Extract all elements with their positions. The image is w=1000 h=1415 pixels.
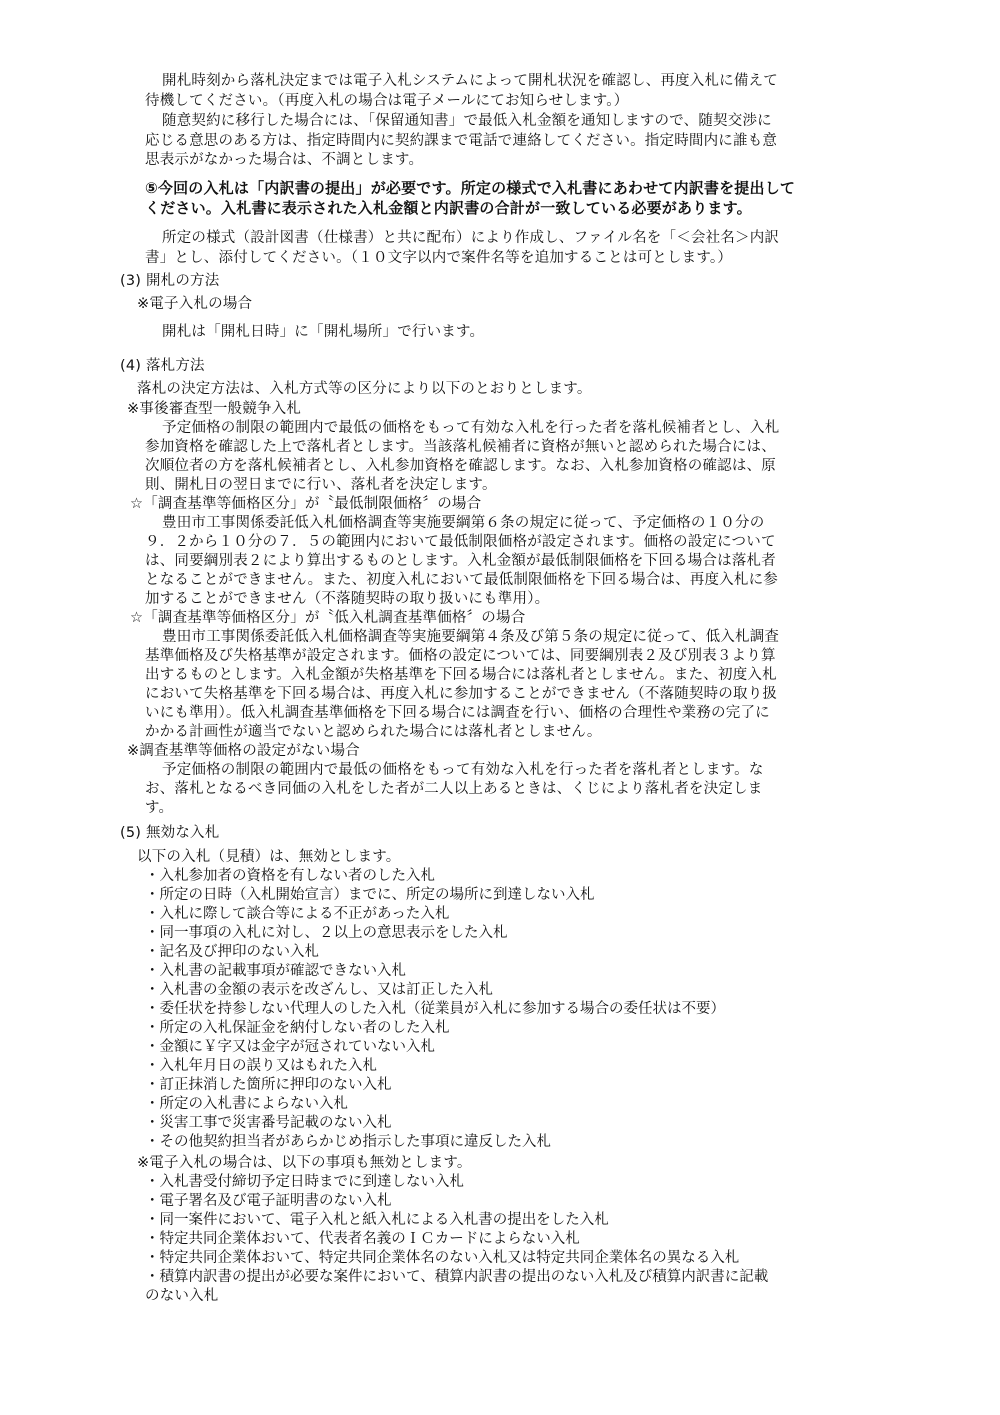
invalid-item: ・訂正抹消した箇所に押印のない入札 bbox=[145, 1077, 392, 1093]
electronic-invalid-item: ・積算内訳書の提出が必要な案件において、積算内訳書の提出のない入札及び積算内訳書に記載 bbox=[145, 1269, 769, 1285]
sec4-d-line2: お、落札となるべき同価の入札をした者が二人以上あるときは、くじにより落札者を決定しま bbox=[145, 781, 763, 797]
sec4-a-line2: 参加資格を確認した上で落札者とします。当該落札候補者に資格が無いと認められた場合には、 bbox=[145, 439, 776, 455]
invalid-item: ・その他契約担当者があらかじめ指示した事項に違反した入札 bbox=[145, 1134, 551, 1150]
invalid-item: ・入札に際して談合等による不正があった入札 bbox=[145, 906, 450, 922]
intro-p1-line2: 待機してください。（再度入札の場合は電子メールにてお知らせします。） bbox=[145, 93, 629, 109]
sec4-b-line4: となることができません。また、初度入札において最低制限価格を下回る場合は、再度入札に参 bbox=[145, 572, 778, 588]
invalid-item: ・災害工事で災害番号記載のない入札 bbox=[145, 1115, 392, 1131]
invalid-item: ・同一事項の入札に対し、２以上の意思表示をした入札 bbox=[145, 925, 508, 941]
sec4-c-line2: 基準価格及び失格基準が設定されます。価格の設定については、同要綱別表２及び別表３より算 bbox=[145, 648, 776, 664]
intro-p2-line1: 随意契約に移行した場合には、「保留通知書」で最低入札金額を通知しますので、随契交渉に bbox=[162, 113, 772, 129]
sec5-e-title: ※電子入札の場合は、以下の事項も無効とします。 bbox=[137, 1155, 472, 1171]
invalid-item: ・入札書の記載事項が確認できない入札 bbox=[145, 963, 406, 979]
sec5-heading: (5) 無効な入札 bbox=[120, 825, 220, 841]
electronic-invalid-item: ・入札書受付締切予定日時までに到達しない入札 bbox=[145, 1174, 464, 1190]
intro-p3-line1: 所定の様式（設計図書（仕様書）と共に配布）により作成し、ファイル名を「＜会社名＞内訳 bbox=[162, 230, 780, 246]
sec4-d-line1: 予定価格の制限の範囲内で最低の価格をもって有効な入札を行った者を落札者とします。な bbox=[162, 762, 764, 778]
invalid-item: ・所定の入札書によらない入札 bbox=[145, 1096, 348, 1112]
intro-p2-line3: 思表示がなかった場合は、不調とします。 bbox=[145, 152, 424, 168]
invalid-item: ・所定の日時（入札開始宣言）までに、所定の場所に到達しない入札 bbox=[145, 887, 595, 903]
electronic-invalid-item: ・特定共同企業体おいて、特定共同企業体名のない入札又は特定共同企業体名の異なる入札 bbox=[145, 1250, 740, 1266]
invalid-item: ・金額に￥字又は金字が冠されていない入札 bbox=[145, 1039, 435, 1055]
notice-bold-line2: ください。入札書に表示された入札金額と内訳書の合計が一致している必要があります。 bbox=[145, 199, 752, 217]
intro-p3-line2: 書」とし、添付してください。（１０文字以内で案件名等を追加することは可とします。） bbox=[145, 250, 733, 266]
sec3-heading: (3) 開札の方法 bbox=[120, 273, 220, 289]
invalid-item: ・入札書の金額の表示を改ざんし、又は訂正した入札 bbox=[145, 982, 493, 998]
sec4-lead: 落札の決定方法は、入札方式等の区分により以下のとおりとします。 bbox=[137, 381, 592, 397]
sec4-c-line4: において失格基準を下回る場合は、再度入札に参加することができません（不落随契時の取り扱 bbox=[145, 686, 778, 702]
sec4-b-title: ☆「調査基準等価格区分」が〝最低制限価格〞の場合 bbox=[130, 496, 482, 512]
invalid-item: ・所定の入札保証金を納付しない者のした入札 bbox=[145, 1020, 450, 1036]
sec5-lead: 以下の入札（見積）は、無効とします。 bbox=[137, 849, 401, 865]
sec4-a-line1: 予定価格の制限の範囲内で最低の価格をもって有効な入札を行った者を落札候補者とし、入札 bbox=[162, 420, 780, 436]
sec4-c-line6: かかる計画性が適当でないと認められた場合には落札者としません。 bbox=[145, 724, 602, 740]
intro-p1-line1: 開札時刻から落札決定までは電子入札システムによって開札状況を確認し、再度入札に備えて bbox=[162, 73, 778, 89]
electronic-invalid-item: ・特定共同企業体おいて、代表者名義のＩＣカードによらない入札 bbox=[145, 1231, 580, 1247]
sec4-b-line3: は、同要綱別表２により算出するものとします。入札金額が最低制限価格を下回る場合は落札者 bbox=[145, 553, 776, 569]
sec4-c-line5: いにも準用）。低入札調査基準価格を下回る場合には調査を行い、価格の合理性や業務の完了に bbox=[145, 705, 770, 721]
invalid-item: ・委任状を持参しない代理人のした入札（従業員が入札に参加する場合の委任状は不要） bbox=[145, 1001, 725, 1017]
notice-bold-line1: ⑤今回の入札は「内訳書の提出」が必要です。所定の様式で入札書にあわせて内訳書を提出して bbox=[145, 179, 796, 197]
sec3-text: 開札は「開札日時」に「開札場所」で行います。 bbox=[162, 324, 485, 340]
electronic-invalid-item-cont: のない入札 bbox=[145, 1288, 219, 1304]
sec4-a-title: ※事後審査型一般競争入札 bbox=[127, 401, 302, 417]
sec4-a-line4: 則、開札日の翌日までに行い、落札者を決定します。 bbox=[145, 477, 497, 493]
invalid-item: ・記名及び押印のない入札 bbox=[145, 944, 319, 960]
electronic-invalid-item: ・電子署名及び電子証明書のない入札 bbox=[145, 1193, 392, 1209]
sec4-c-title: ☆「調査基準等価格区分」が〝低入札調査基準価格〞の場合 bbox=[130, 610, 526, 626]
sec4-b-line2: ９．２から１０分の７．５の範囲内において最低制限価格が設定されます。価格の設定について bbox=[145, 534, 776, 550]
intro-p2-line2: 応じる意思のある方は、指定時間内に契約課まで電話で連絡してください。指定時間内に誰も意 bbox=[145, 133, 778, 149]
sec4-d-title: ※調査基準等価格の設定がない場合 bbox=[127, 743, 360, 759]
sec3-sub: ※電子入札の場合 bbox=[137, 296, 253, 312]
sec4-b-line1: 豊田市工事関係委託低入札価格調査等実施要綱第６条の規定に従って、予定価格の１０分の bbox=[162, 515, 765, 531]
sec4-heading: (4) 落札方法 bbox=[120, 358, 205, 374]
sec4-a-line3: 次順位者の方を落札候補者とし、入札参加資格を確認します。なお、入札参加資格の確認は、原 bbox=[145, 458, 776, 474]
electronic-invalid-item: ・同一案件において、電子入札と紙入札による入札書の提出をした入札 bbox=[145, 1212, 609, 1228]
invalid-item: ・入札参加者の資格を有しない者のした入札 bbox=[145, 868, 435, 884]
invalid-item: ・入札年月日の誤り又はもれた入札 bbox=[145, 1058, 377, 1074]
sec4-b-line5: 加することができません（不落随契時の取り扱いにも準用）。 bbox=[145, 591, 550, 607]
sec4-c-line3: 出するものとします。入札金額が失格基準を下回る場合には落札者としません。また、初度入札 bbox=[145, 667, 777, 683]
sec4-c-line1: 豊田市工事関係委託低入札価格調査等実施要綱第４条及び第５条の規定に従って、低入札調査 bbox=[162, 629, 780, 645]
sec4-d-line3: す。 bbox=[145, 800, 174, 816]
